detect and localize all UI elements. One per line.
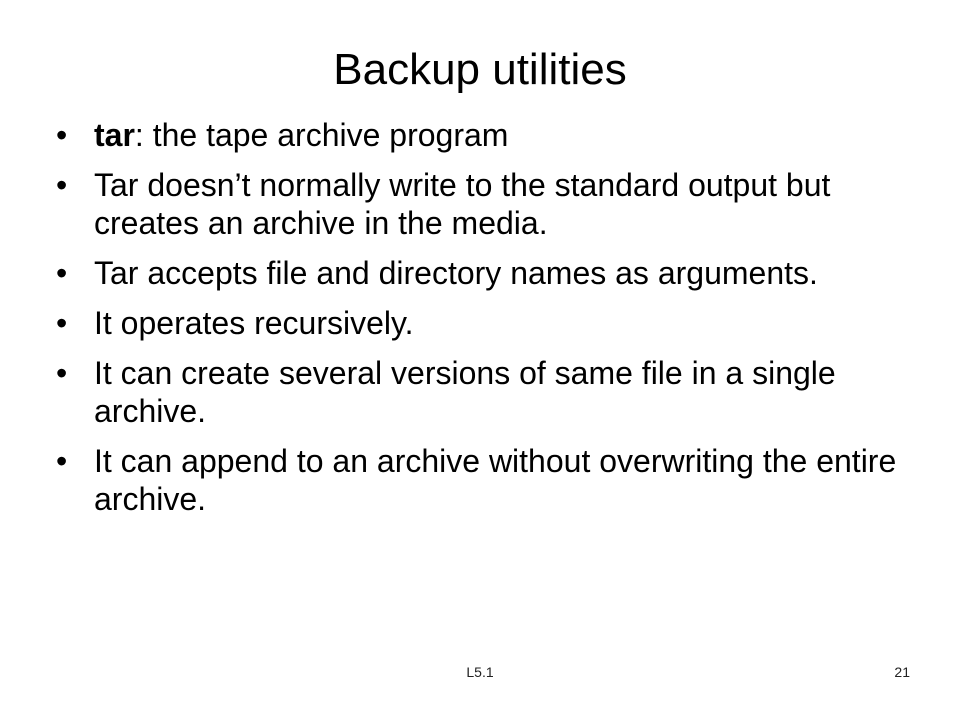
bullet-icon: • bbox=[56, 167, 68, 203]
bullet-bold-term: tar bbox=[94, 117, 135, 153]
bullet-icon: • bbox=[56, 255, 68, 291]
bullet-icon: • bbox=[56, 305, 68, 341]
bullet-item bbox=[56, 166, 936, 242]
slide-title: Backup utilities bbox=[333, 45, 627, 94]
bullet-item bbox=[56, 254, 936, 292]
bullet-item bbox=[56, 116, 936, 154]
bullet-text: It operates recursively. bbox=[94, 305, 414, 341]
footer-label: L5.1 bbox=[466, 664, 494, 680]
page-number: 21 bbox=[894, 664, 910, 680]
bullet-text: Tar accepts file and directory names as arguments. bbox=[94, 255, 818, 291]
bullet-icon: • bbox=[56, 355, 68, 391]
bullet-list bbox=[56, 116, 936, 530]
bullet-text: It can append to an archive without overwriting the entire archive. bbox=[94, 443, 897, 517]
bullet-item bbox=[56, 442, 936, 518]
bullet-item bbox=[56, 304, 936, 342]
bullet-text: : the tape archive program bbox=[134, 117, 509, 153]
bullet-text: Tar doesn’t normally write to the standard output but creates an archive in the media. bbox=[94, 167, 831, 241]
bullet-text: It can create several versions of same file in a single archive. bbox=[94, 355, 836, 429]
bullet-icon: • bbox=[56, 443, 68, 479]
bullet-item bbox=[56, 354, 936, 430]
bullet-icon: • bbox=[56, 117, 68, 153]
